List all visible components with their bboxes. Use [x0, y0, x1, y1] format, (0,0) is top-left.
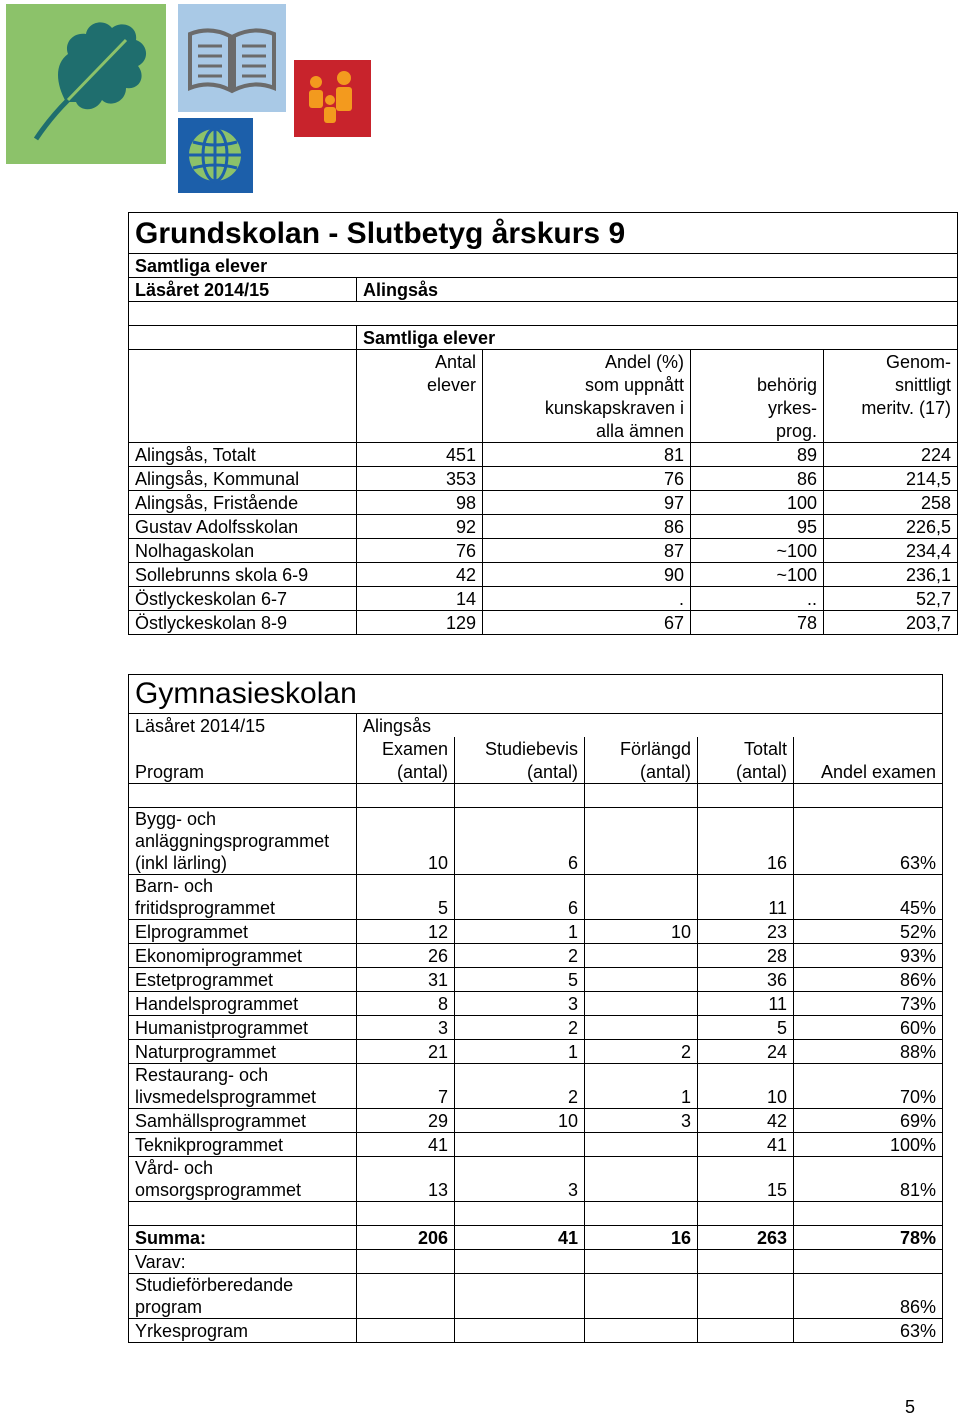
label-line: Studieförberedande: [135, 1275, 294, 1295]
program-name: [129, 1040, 357, 1064]
cell-merit: 52,7: [824, 587, 958, 611]
cell-merit: 203,7: [824, 611, 958, 635]
cell-forlangd: [585, 1133, 698, 1157]
yrkesprogram-andel: 63%: [794, 1319, 943, 1343]
header-genom-3: meritv. (17): [824, 396, 958, 419]
spacer-cell: [357, 1202, 455, 1226]
cell-antal: 98: [357, 491, 483, 515]
cell-studiebevis: 5: [455, 968, 585, 992]
header-andel-3: kunskapskraven i: [483, 396, 691, 419]
cell-totalt: 23: [698, 920, 794, 944]
gym-municipality: Alingsås: [357, 714, 943, 738]
cell-andel: 73%: [794, 992, 943, 1016]
cell-behorig: 95: [691, 515, 824, 539]
empty-cell: [357, 1274, 455, 1319]
program-name-line: Humanistprogrammet: [135, 1018, 309, 1038]
cell-andel: 63%: [794, 808, 943, 875]
cell-totalt: 16: [698, 808, 794, 875]
program-name: [129, 992, 357, 1016]
header-andel-2: som uppnått: [483, 373, 691, 396]
program-name-line: Vård- och: [135, 1158, 214, 1178]
table-row: [129, 875, 943, 920]
table-row: [129, 611, 958, 635]
school-name: Alingsås, Totalt: [129, 443, 357, 467]
empty-cell: [585, 1274, 698, 1319]
cell-studiebevis: 6: [455, 875, 585, 920]
cell-behorig: 78: [691, 611, 824, 635]
gymnasieskolan-table: [128, 674, 943, 1343]
cell-studiebevis: 6: [455, 808, 585, 875]
spacer-cell: [794, 784, 943, 808]
cell-examen: 10: [357, 808, 455, 875]
table-row: [129, 587, 958, 611]
program-name: [129, 875, 357, 920]
label-line: program: [135, 1297, 203, 1317]
cell-totalt: 5: [698, 1016, 794, 1040]
program-name-line: Naturprogrammet: [135, 1042, 277, 1062]
school-name: Alingsås, Fristående: [129, 491, 357, 515]
program-name: [129, 1133, 357, 1157]
spacer-cell: [357, 784, 455, 808]
school-name: Östlyckeskolan 6-7: [129, 587, 357, 611]
cell-examen: 12: [357, 920, 455, 944]
table-row: [129, 563, 958, 587]
header-antal-1: Antal: [357, 350, 483, 374]
gym-header-program: Program: [129, 760, 357, 784]
table-row: [129, 920, 943, 944]
school-name: Östlyckeskolan 8-9: [129, 611, 357, 635]
cell-andel: 86%: [794, 968, 943, 992]
cell-andel: 81%: [794, 1157, 943, 1202]
gym-year: Läsåret 2014/15: [129, 714, 357, 738]
empty-cell: [585, 1319, 698, 1343]
book-logo: [178, 4, 286, 112]
header-genom-2: snittligt: [824, 373, 958, 396]
cell-merit: 234,4: [824, 539, 958, 563]
table-row: [129, 467, 958, 491]
cell-examen: 8: [357, 992, 455, 1016]
header-behorig-3: yrkes-: [691, 396, 824, 419]
table-row: [129, 1157, 943, 1202]
school-name: Sollebrunns skola 6-9: [129, 563, 357, 587]
summa-examen: 206: [357, 1226, 455, 1250]
summa-totalt: 263: [698, 1226, 794, 1250]
cell-behorig: 86: [691, 467, 824, 491]
cell-merit: 236,1: [824, 563, 958, 587]
cell-andel: 67: [483, 611, 691, 635]
gym-header-totalt-1: Totalt: [698, 737, 794, 760]
empty-cell: [794, 1250, 943, 1274]
table-row: [129, 992, 943, 1016]
table-row: [129, 1109, 943, 1133]
program-name-line: livsmedelsprogrammet: [135, 1087, 317, 1107]
cell-forlangd: [585, 944, 698, 968]
cell-antal: 129: [357, 611, 483, 635]
gym-header-andel: Andel examen: [794, 760, 943, 784]
cell-antal: 92: [357, 515, 483, 539]
gym-header-forlangd-1: Förlängd: [585, 737, 698, 760]
cell-totalt: 28: [698, 944, 794, 968]
program-name-line: fritidsprogrammet: [135, 898, 276, 918]
empty-cell: [129, 396, 357, 419]
cell-studiebevis: 10: [455, 1109, 585, 1133]
cell-studiebevis: 2: [455, 1064, 585, 1109]
cell-merit: 214,5: [824, 467, 958, 491]
empty-cell: [585, 1250, 698, 1274]
cell-examen: 13: [357, 1157, 455, 1202]
gym-header-examen-1: Examen: [357, 737, 455, 760]
empty-cell: [129, 419, 357, 443]
table-row: [129, 1040, 943, 1064]
cell-examen: 41: [357, 1133, 455, 1157]
program-name: [129, 808, 357, 875]
header-behorig-4: prog.: [691, 419, 824, 443]
cell-behorig: ~100: [691, 563, 824, 587]
grundskolan-table: [128, 212, 958, 635]
spacer-cell: [698, 1202, 794, 1226]
cell-antal: 14: [357, 587, 483, 611]
cell-totalt: 24: [698, 1040, 794, 1064]
header-antal-2: elever: [357, 373, 483, 396]
cell-andel: 100%: [794, 1133, 943, 1157]
spacer-cell: [455, 784, 585, 808]
empty-cell: [129, 737, 357, 760]
cell-studiebevis: 3: [455, 992, 585, 1016]
table-row: [129, 491, 958, 515]
group-label: Samtliga elever: [357, 326, 958, 350]
summa-label: Summa:: [129, 1226, 357, 1250]
cell-merit: 224: [824, 443, 958, 467]
school-name: Nolhagaskolan: [129, 539, 357, 563]
spacer-cell: [129, 784, 357, 808]
cell-forlangd: 3: [585, 1109, 698, 1133]
grundskolan-subtitle: Samtliga elever: [129, 254, 958, 278]
table-row: [129, 443, 958, 467]
studieforberedande-label: [129, 1274, 357, 1319]
cell-antal: 353: [357, 467, 483, 491]
summa-studiebevis: 41: [455, 1226, 585, 1250]
program-name: [129, 968, 357, 992]
spacer-cell: [129, 1202, 357, 1226]
cell-andel: 97: [483, 491, 691, 515]
oak-leaf-icon: [6, 4, 166, 164]
gymnasieskolan-title: Gymnasieskolan: [129, 675, 943, 714]
gym-header-examen-2: (antal): [357, 760, 455, 784]
cell-merit: 226,5: [824, 515, 958, 539]
cell-totalt: 36: [698, 968, 794, 992]
summa-forlangd: 16: [585, 1226, 698, 1250]
cell-studiebevis: [455, 1133, 585, 1157]
cell-examen: 5: [357, 875, 455, 920]
cell-forlangd: [585, 808, 698, 875]
cell-forlangd: [585, 1157, 698, 1202]
cell-examen: 7: [357, 1064, 455, 1109]
cell-andel: 70%: [794, 1064, 943, 1109]
gym-header-studiebevis-2: (antal): [455, 760, 585, 784]
table-row: [129, 1016, 943, 1040]
varav-label: Varav:: [129, 1250, 357, 1274]
program-name-line: Barn- och: [135, 876, 214, 896]
cell-examen: 26: [357, 944, 455, 968]
cell-examen: 31: [357, 968, 455, 992]
cell-antal: 451: [357, 443, 483, 467]
people-logo: [294, 60, 371, 137]
empty-cell: [357, 419, 483, 443]
program-name-line: Bygg- och: [135, 809, 217, 829]
empty-cell: [794, 737, 943, 760]
empty-cell: [455, 1274, 585, 1319]
open-book-icon: [178, 4, 286, 112]
table-row: [129, 539, 958, 563]
spacer-cell: [455, 1202, 585, 1226]
cell-forlangd: [585, 1016, 698, 1040]
program-name-line: Teknikprogrammet: [135, 1135, 284, 1155]
spacer-cell: [698, 784, 794, 808]
cell-merit: 258: [824, 491, 958, 515]
table-row: [129, 968, 943, 992]
gym-header-studiebevis-1: Studiebevis: [455, 737, 585, 760]
cell-examen: 3: [357, 1016, 455, 1040]
cell-antal: 76: [357, 539, 483, 563]
cell-andel: 69%: [794, 1109, 943, 1133]
program-name: [129, 1016, 357, 1040]
page-number: 5: [905, 1397, 916, 1417]
cell-totalt: 42: [698, 1109, 794, 1133]
cell-studiebevis: 2: [455, 1016, 585, 1040]
program-name-line: Handelsprogrammet: [135, 994, 299, 1014]
grundskolan-municipality: Alingsås: [357, 278, 958, 302]
empty-cell: [357, 1250, 455, 1274]
header-genom-1: Genom-: [824, 350, 958, 374]
cell-andel: 45%: [794, 875, 943, 920]
studieforberedande-andel: 86%: [794, 1274, 943, 1319]
grundskolan-year: Läsåret 2014/15: [129, 278, 357, 302]
cell-studiebevis: 3: [455, 1157, 585, 1202]
program-name: [129, 1064, 357, 1109]
cell-andel: 93%: [794, 944, 943, 968]
cell-forlangd: [585, 992, 698, 1016]
school-name: Alingsås, Kommunal: [129, 467, 357, 491]
gym-header-forlangd-2: (antal): [585, 760, 698, 784]
program-name-line: (inkl lärling): [135, 853, 228, 873]
table-row: [129, 944, 943, 968]
cell-forlangd: 1: [585, 1064, 698, 1109]
header-andel-4: alla ämnen: [483, 419, 691, 443]
cell-andel: 52%: [794, 920, 943, 944]
cell-andel: 88%: [794, 1040, 943, 1064]
spacer-row: [129, 302, 958, 326]
cell-andel: 76: [483, 467, 691, 491]
empty-cell: [357, 396, 483, 419]
oak-leaf-logo: [6, 4, 166, 164]
empty-cell: [129, 350, 357, 374]
table-row: [129, 808, 943, 875]
spacer-cell: [585, 784, 698, 808]
cell-andel: .: [483, 587, 691, 611]
header-behorig-2: behörig: [691, 373, 824, 396]
spacer-cell: [794, 1202, 943, 1226]
cell-forlangd: [585, 875, 698, 920]
empty-cell: [129, 373, 357, 396]
cell-studiebevis: 2: [455, 944, 585, 968]
table-row: [129, 1133, 943, 1157]
empty-cell: [455, 1250, 585, 1274]
cell-behorig: 100: [691, 491, 824, 515]
program-name-line: Ekonomiprogrammet: [135, 946, 303, 966]
cell-behorig: 89: [691, 443, 824, 467]
globe-icon: [178, 118, 253, 193]
cell-behorig: ..: [691, 587, 824, 611]
globe-logo: [178, 118, 253, 193]
cell-andel: 90: [483, 563, 691, 587]
cell-andel: 60%: [794, 1016, 943, 1040]
program-name-line: Estetprogrammet: [135, 970, 274, 990]
empty-cell: [129, 326, 357, 350]
cell-totalt: 11: [698, 992, 794, 1016]
cell-behorig: ~100: [691, 539, 824, 563]
cell-antal: 42: [357, 563, 483, 587]
program-name-line: omsorgsprogrammet: [135, 1180, 302, 1200]
people-icon: [294, 60, 371, 137]
cell-studiebevis: 1: [455, 920, 585, 944]
table-row: [129, 515, 958, 539]
empty-cell: [698, 1319, 794, 1343]
program-name-line: Elprogrammet: [135, 922, 249, 942]
program-name-line: anläggningsprogrammet: [135, 831, 330, 851]
spacer-cell: [585, 1202, 698, 1226]
cell-examen: 21: [357, 1040, 455, 1064]
cell-totalt: 41: [698, 1133, 794, 1157]
cell-totalt: 15: [698, 1157, 794, 1202]
empty-cell: [824, 419, 958, 443]
cell-forlangd: 2: [585, 1040, 698, 1064]
cell-examen: 29: [357, 1109, 455, 1133]
empty-cell: [698, 1274, 794, 1319]
cell-totalt: 10: [698, 1064, 794, 1109]
cell-forlangd: 10: [585, 920, 698, 944]
cell-andel: 81: [483, 443, 691, 467]
cell-andel: 87: [483, 539, 691, 563]
empty-cell: [357, 1319, 455, 1343]
program-name: [129, 1109, 357, 1133]
cell-forlangd: [585, 968, 698, 992]
program-name: [129, 920, 357, 944]
program-name: [129, 944, 357, 968]
school-name: Gustav Adolfsskolan: [129, 515, 357, 539]
header-andel-1: Andel (%): [483, 350, 691, 374]
cell-studiebevis: 1: [455, 1040, 585, 1064]
gym-header-totalt-2: (antal): [698, 760, 794, 784]
summa-andel: 78%: [794, 1226, 943, 1250]
table-row: [129, 1064, 943, 1109]
grundskolan-title: Grundskolan - Slutbetyg årskurs 9: [129, 213, 958, 254]
program-name: [129, 1157, 357, 1202]
empty-cell: [455, 1319, 585, 1343]
cell-andel: 86: [483, 515, 691, 539]
program-name-line: Restaurang- och: [135, 1065, 269, 1085]
header-behorig-1: [691, 350, 824, 374]
cell-totalt: 11: [698, 875, 794, 920]
empty-cell: [698, 1250, 794, 1274]
program-name-line: Samhällsprogrammet: [135, 1111, 307, 1131]
yrkesprogram-label: Yrkesprogram: [129, 1319, 357, 1343]
